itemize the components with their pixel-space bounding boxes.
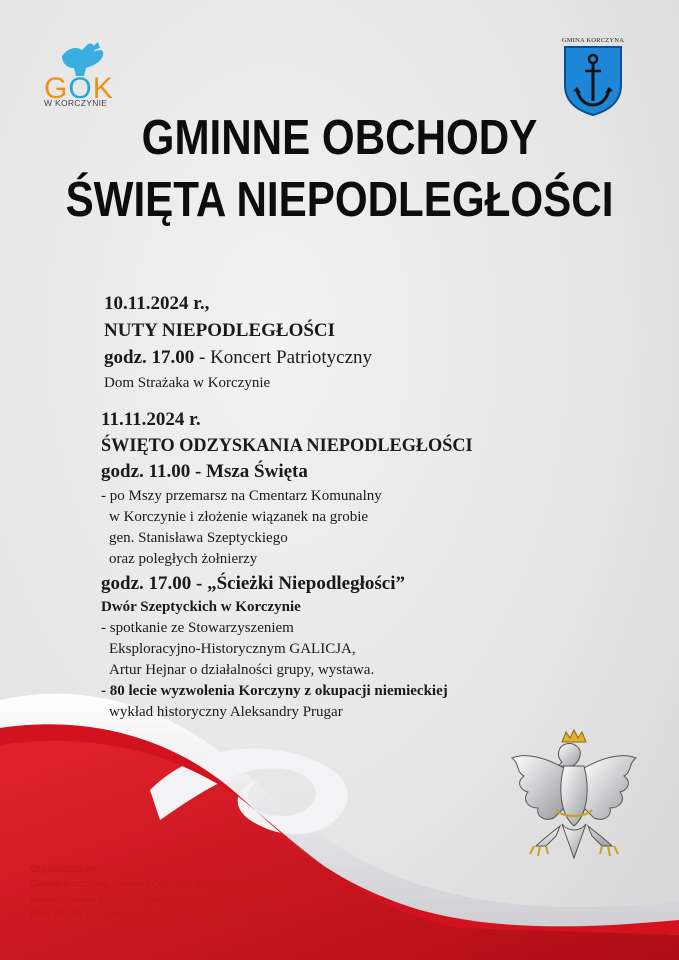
event1-name: NUTY NIEPODLEGŁOŚCI [104,320,336,341]
gok-logo-subtitle: W KORCZYNIE [44,98,108,108]
event2-lecture-title: - 80 lecie wyzwolenia Korczyny z okupacji niemieckiej [101,683,448,699]
event1-date: 10.11.2024 r., [104,293,210,314]
event2-paths-line-2: Eksploracyjno-Historycznym GALICJA, [109,641,356,657]
event2-mass-line-4: oraz poległych żołnierzy [109,551,258,567]
event1-time: godz. 17.00 [104,347,195,368]
event2-paths-line-1: - spotkanie ze Stowarzyszeniem [101,620,294,636]
event2-lecture-description: wykład historyczny Aleksandry Prugar [109,704,343,720]
event2-mass: godz. 11.00 - Msza Święta [101,461,308,482]
event1-description: - Koncert Patriotyczny [194,347,373,368]
gok-letter-o: O [68,72,93,105]
event1-time-line [104,347,372,369]
title-line-1: GMINNE OBCHODY [141,111,538,165]
event2-paths-line-3: Artur Hejnar o działalności grupy, wystawa. [109,662,375,678]
event2-mass-line-2: w Korczynie i złożenie wiązanek na grobie [109,509,369,525]
event2-mass-line-3: gen. Stanisława Szeptyckiego [109,530,288,546]
organizers-label: Organizatorzy: [30,863,99,875]
organizers-block [30,862,323,922]
crest-label: GMINA KORCZYNA [561,37,625,44]
event1-place: Dom Strażaka w Korczynie [104,375,271,391]
gok-letter-k: K [92,72,114,105]
event2-date: 11.11.2024 r. [101,409,201,430]
event2-mass-line-1: - po Mszy przemarsz na Cmentarz Komunalny [101,488,382,504]
organizers-line-3: Koło SMZK w Korczynie, Dzienny Dom Senior-Wigor w Korczynie. [30,909,323,920]
anchor-coat-of-arms-icon [563,45,623,117]
white-eagle-emblem-icon [506,728,642,878]
title-line-2: ŚWIĘTA NIEPODLEGŁOŚCI [65,173,614,227]
organizers-line-1: Gmina Korczyna, Gminny Ośrodek Kultury w Korczynie, [30,878,291,890]
event2-paths-place: Dwór Szeptyckich w Korczynie [101,599,301,615]
event2-paths-title: godz. 17.00 - „Ścieżki Niepodległości” [101,573,405,594]
gok-letter-g: G [44,72,69,105]
organizers-line-2: Stowarzyszenie Eksploracyjno-Historycznym GALICJA, [30,894,272,905]
event2-name: ŚWIĘTO ODZYSKANIA NIEPODLEGŁOŚCI [101,435,473,456]
page-title [48,108,632,230]
